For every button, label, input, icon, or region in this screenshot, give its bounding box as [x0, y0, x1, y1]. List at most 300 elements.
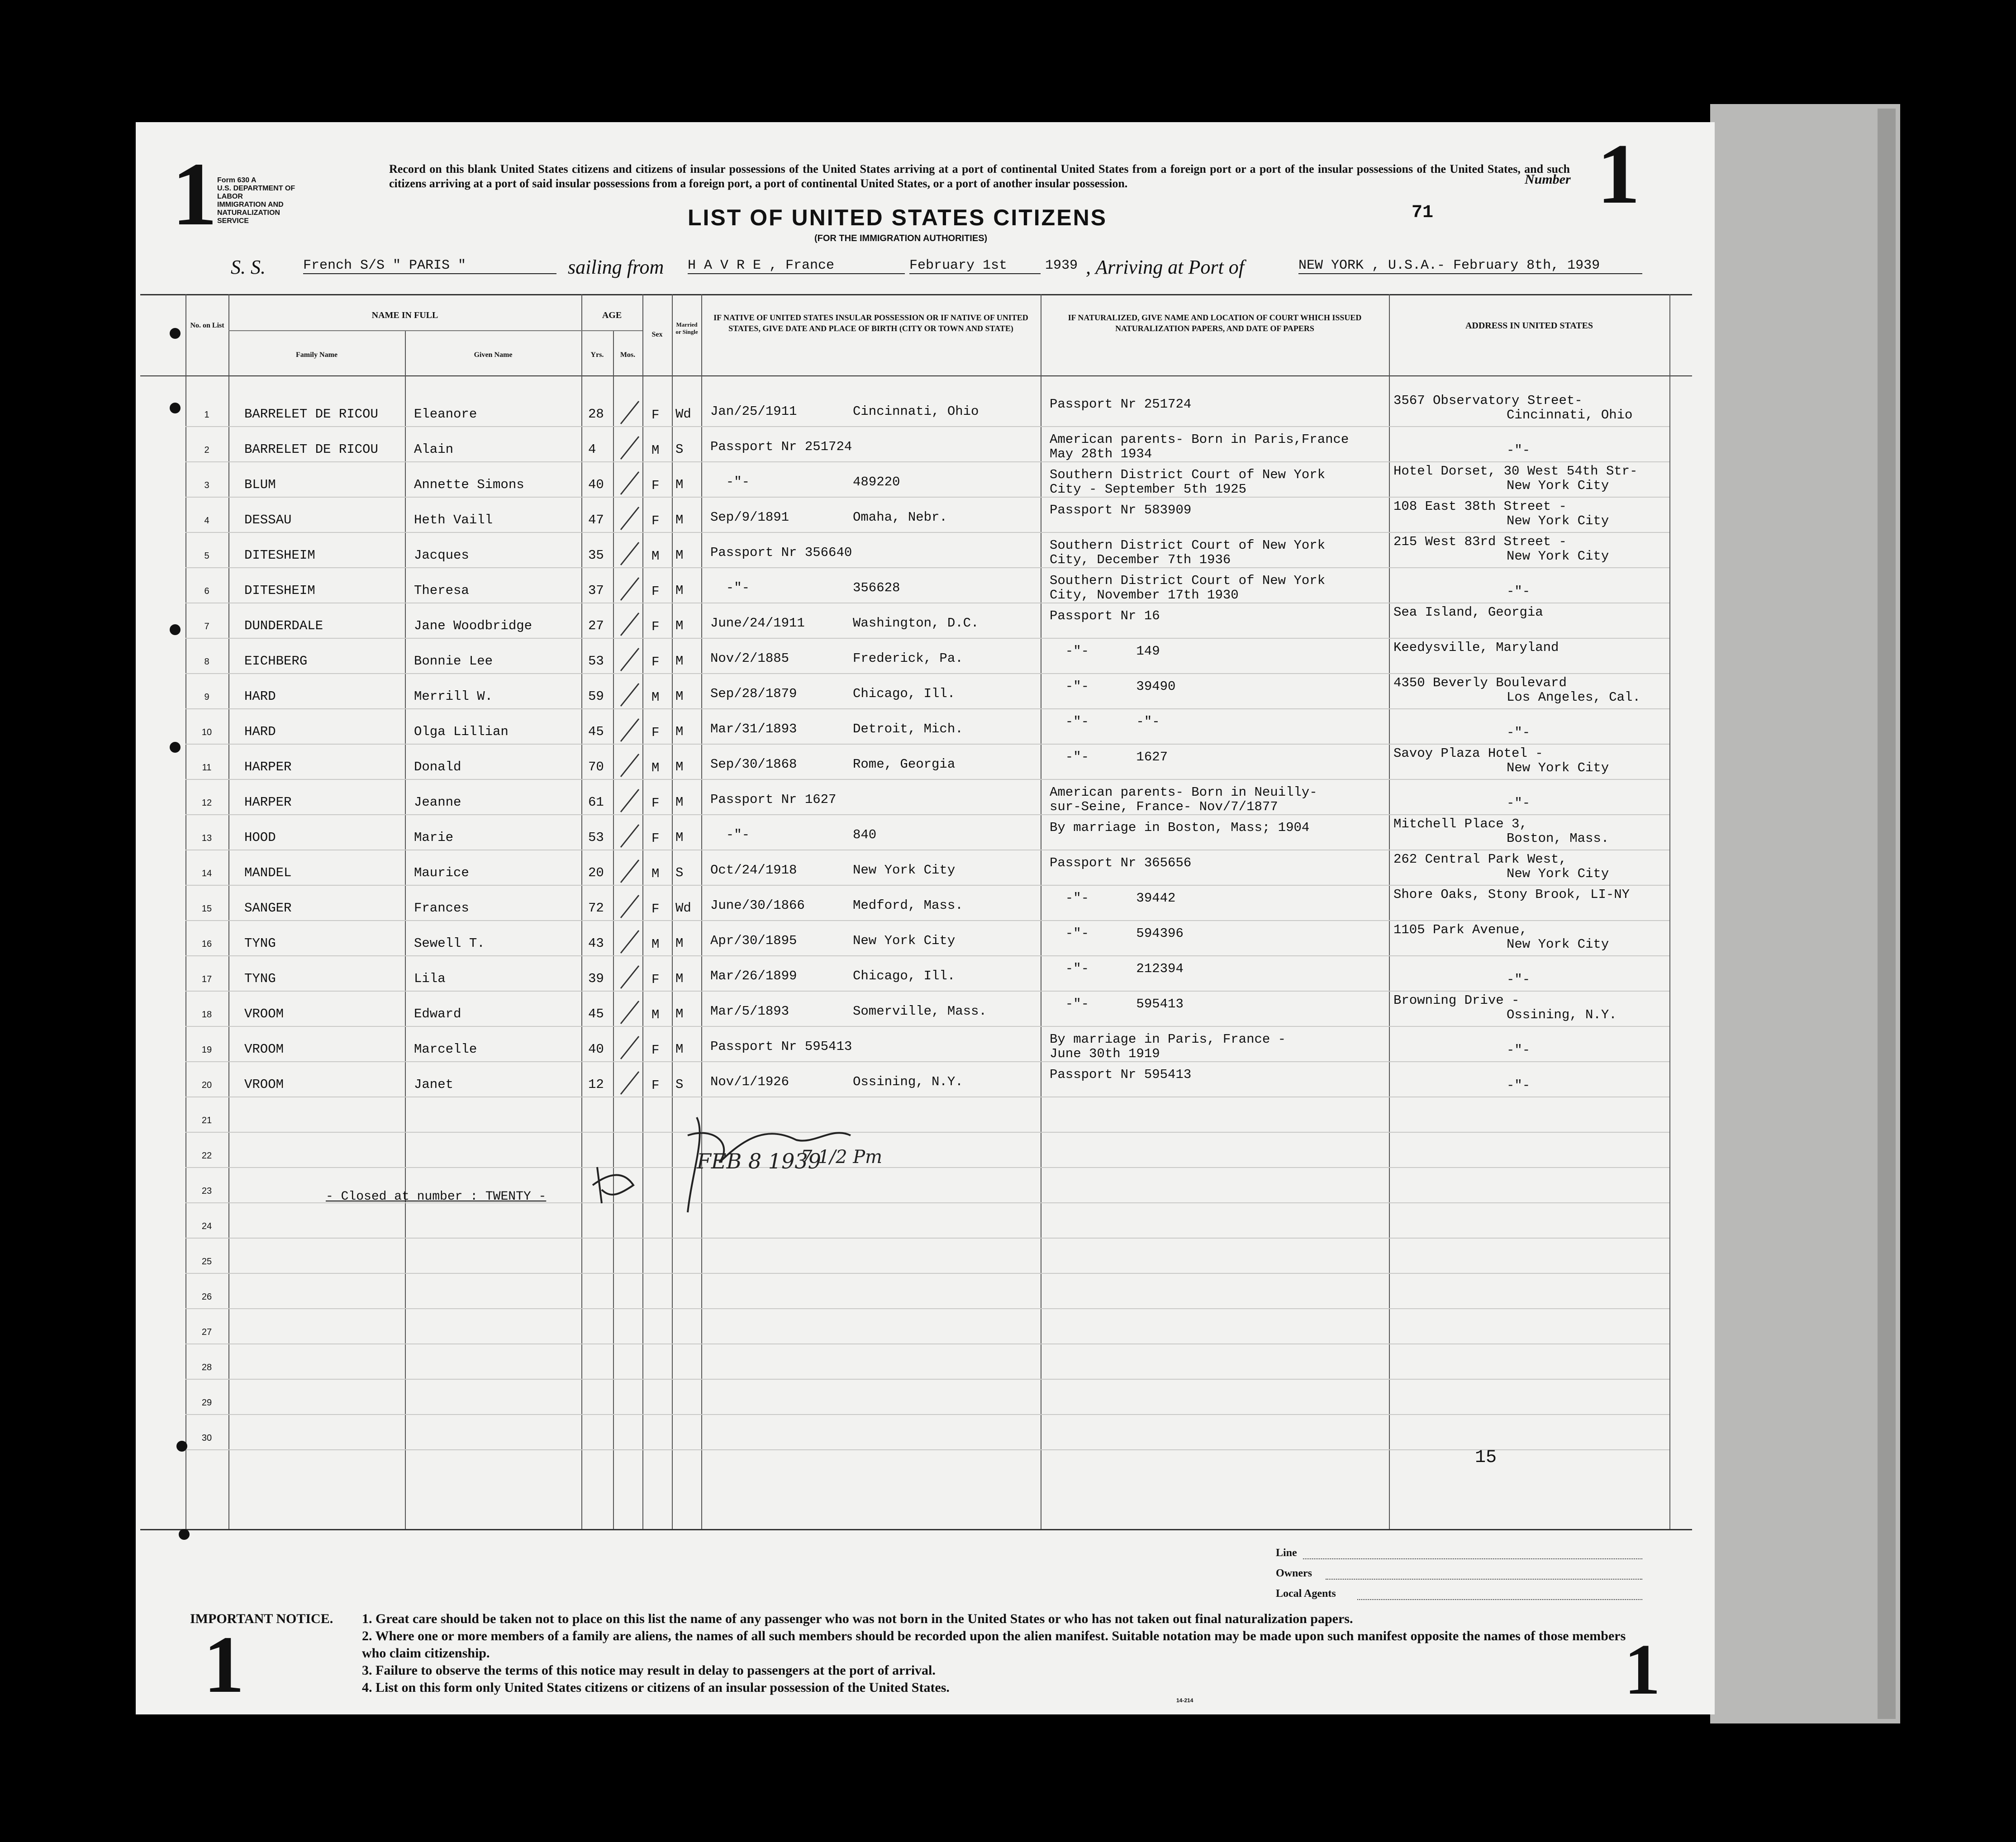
- birth-place: New York City: [853, 933, 956, 948]
- age-years: 12: [588, 1077, 604, 1092]
- naturalization-line-2: City, November 17th 1930: [1050, 588, 1239, 603]
- row-number: 30: [201, 1433, 212, 1443]
- table-header-rule: [140, 375, 1692, 376]
- tally-slash: [616, 540, 643, 567]
- given-name: Frances: [414, 901, 469, 916]
- birth-place: Chicago, Ill.: [853, 686, 956, 701]
- family-name: TYNG: [244, 971, 276, 986]
- marital-status: M: [675, 830, 684, 845]
- year-from: 1939: [1045, 258, 1078, 273]
- marital-status: M: [675, 724, 684, 739]
- tally-slash: [616, 505, 643, 532]
- header-sub-rule: [228, 330, 642, 331]
- marital-status: M: [675, 583, 684, 598]
- naturalization-line-1: -"- 594396: [1050, 926, 1184, 941]
- sex: M: [651, 690, 660, 705]
- sex: F: [651, 1078, 660, 1093]
- marital-status: M: [675, 513, 684, 527]
- family-name: DESSAU: [244, 513, 292, 527]
- row-number: 22: [201, 1151, 212, 1161]
- binder-hole: [170, 403, 181, 413]
- tally-slash: [616, 717, 643, 744]
- naturalization-line-1: Passport Nr 595413: [1050, 1067, 1192, 1082]
- date-from: February 1st: [909, 258, 1041, 274]
- naturalization-line-1: Passport Nr 251724: [1050, 397, 1192, 412]
- inspector-signature: [679, 1108, 869, 1226]
- page-mark: 15: [1475, 1448, 1497, 1468]
- birth-place: Cincinnati, Ohio: [853, 404, 979, 419]
- port-to: NEW YORK , U.S.A.- February 8th, 1939: [1298, 258, 1642, 274]
- family-name: SANGER: [244, 901, 292, 916]
- form-info-line: Form 630 A: [217, 176, 257, 184]
- sex: F: [651, 725, 660, 740]
- row-rule: [185, 1026, 1669, 1027]
- sex: F: [651, 796, 660, 811]
- age-years: 40: [588, 477, 604, 492]
- address-line-2: New York City: [1507, 513, 1609, 528]
- col-header-mos: Mos.: [620, 351, 636, 359]
- naturalization-line-1: American parents- Born in Paris,France: [1050, 432, 1349, 447]
- tally-slash: [616, 681, 643, 708]
- row-number: 27: [201, 1327, 212, 1337]
- manifest-sheet: [136, 122, 1715, 1714]
- notice-title: IMPORTANT NOTICE.: [190, 1611, 333, 1626]
- age-years: 39: [588, 971, 604, 986]
- form-info-line: IMMIGRATION AND: [217, 201, 284, 209]
- tally-slash: [616, 893, 643, 920]
- address-line-1: 108 East 38th Street -: [1393, 499, 1567, 514]
- form-info-line: NATURALIZATION SERVICE: [217, 209, 280, 225]
- address-line-2: -"-: [1507, 972, 1531, 987]
- row-rule: [185, 1379, 1669, 1380]
- sex: F: [651, 513, 660, 528]
- row-number: 5: [204, 551, 209, 561]
- row-number: 8: [204, 657, 209, 667]
- arrival-stamp-time: 7 1/2 Pm: [801, 1147, 883, 1168]
- initials-mark: [588, 1158, 642, 1208]
- col-header-address: ADDRESS IN UNITED STATES: [1465, 321, 1593, 331]
- row-rule: [185, 532, 1669, 533]
- row-rule: [185, 1449, 1669, 1450]
- address-line-2: -"-: [1507, 1078, 1531, 1093]
- row-rule: [185, 461, 1669, 462]
- age-years: 4: [588, 442, 596, 457]
- row-number: 3: [204, 480, 209, 490]
- family-name: TYNG: [244, 936, 276, 951]
- number-label: Number: [1525, 172, 1571, 187]
- row-number: 26: [201, 1292, 212, 1302]
- tally-slash: [616, 928, 643, 955]
- ship-name: French S/S " PARIS ": [303, 258, 556, 274]
- row-rule: [185, 567, 1669, 568]
- row-number: 1: [204, 410, 209, 420]
- row-number: 21: [201, 1116, 212, 1125]
- given-name: Lila: [414, 971, 446, 986]
- age-years: 72: [588, 901, 604, 916]
- marital-status: M: [675, 1006, 684, 1021]
- col-header-no: No. on List: [190, 322, 224, 329]
- address-line-1: Hotel Dorset, 30 West 54th Str-: [1393, 464, 1638, 479]
- given-name: Jacques: [414, 548, 469, 563]
- family-name: VROOM: [244, 1077, 284, 1092]
- tally-slash: [616, 858, 643, 885]
- sex: F: [651, 408, 660, 423]
- naturalization-line-1: -"- 212394: [1050, 961, 1184, 976]
- tally-slash: [616, 964, 643, 991]
- local-agents-field: [1357, 1599, 1642, 1600]
- address-line-1: 1105 Park Avenue,: [1393, 922, 1527, 937]
- col-header-name: NAME IN FULL: [371, 310, 438, 320]
- sex: M: [651, 1007, 660, 1022]
- birth-date: June/24/1911: [710, 616, 805, 631]
- birth-place: Medford, Mass.: [853, 898, 963, 913]
- birth-place: Somerville, Mass.: [853, 1004, 987, 1019]
- row-rule: [185, 1238, 1669, 1239]
- naturalization-line-1: By marriage in Paris, France -: [1050, 1032, 1286, 1047]
- age-years: 28: [588, 407, 604, 422]
- local-agents-label: Local Agents: [1276, 1588, 1336, 1600]
- col-header-native: IF NATIVE OF UNITED STATES INSULAR POSSESSION OR IF NATIVE OF UNITED STATES, GIVE DATE AND PLACE OF BIRTH (CITY OR TOWN AND STATE): [713, 313, 1028, 333]
- binder-hole: [170, 328, 181, 339]
- given-name: Eleanore: [414, 407, 477, 422]
- family-name: HARD: [244, 724, 276, 739]
- family-name: VROOM: [244, 1006, 284, 1021]
- row-number: 12: [201, 798, 212, 808]
- corner-number-bottom-left: 1: [204, 1619, 244, 1709]
- birth-date: Nov/2/1885: [710, 651, 789, 666]
- row-rule: [185, 1308, 1669, 1309]
- address-line-1: 3567 Observatory Street-: [1393, 393, 1583, 408]
- naturalization-line-2: City - September 5th 1925: [1050, 482, 1247, 497]
- col-header-given: Given Name: [474, 351, 513, 359]
- line-field: [1303, 1558, 1642, 1559]
- row-number: 20: [201, 1080, 212, 1090]
- row-number: 18: [201, 1010, 212, 1020]
- naturalization-line-1: -"- 39442: [1050, 891, 1176, 906]
- birth-place: 840: [853, 827, 877, 842]
- col-header-family: Family Name: [296, 351, 338, 359]
- age-years: 40: [588, 1042, 604, 1057]
- family-name: BARRELET DE RICOU: [244, 442, 378, 457]
- birth-place: Detroit, Mich.: [853, 722, 963, 736]
- row-number: 29: [201, 1398, 212, 1408]
- birth-date: Sep/28/1879: [710, 686, 797, 701]
- row-number: 10: [201, 727, 212, 737]
- naturalization-line-1: -"- 595413: [1050, 997, 1184, 1011]
- tally-slash: [616, 822, 643, 850]
- naturalization-line-1: Southern District Court of New York: [1050, 467, 1326, 482]
- family-name: HARD: [244, 689, 276, 704]
- naturalization-line-1: -"- 1627: [1050, 750, 1168, 764]
- owners-label: Owners: [1276, 1567, 1312, 1579]
- sex: M: [651, 866, 660, 881]
- address-line-1: 215 West 83rd Street -: [1393, 534, 1567, 549]
- row-rule: [185, 885, 1669, 886]
- marital-status: M: [675, 689, 684, 704]
- age-years: 37: [588, 583, 604, 598]
- row-rule: [185, 955, 1669, 956]
- notice-item: 4. List on this form only United States citizens or citizens of an insular possession of the United States.: [362, 1680, 950, 1695]
- address-line-1: Savoy Plaza Hotel -: [1393, 746, 1543, 761]
- arriving-label: , Arriving at Port of: [1086, 256, 1244, 278]
- naturalization-line-1: Passport Nr 365656: [1050, 855, 1192, 870]
- age-years: 45: [588, 1006, 604, 1021]
- given-name: Jane Woodbridge: [414, 618, 533, 633]
- row-number: 4: [204, 516, 209, 526]
- address-line-2: New York City: [1507, 549, 1609, 564]
- family-name: HARPER: [244, 760, 292, 774]
- row-number: 2: [204, 445, 209, 455]
- age-years: 53: [588, 830, 604, 845]
- col-rule: [405, 330, 406, 1529]
- sex: F: [651, 619, 660, 634]
- binder-hole: [176, 1441, 187, 1452]
- family-name: DITESHEIM: [244, 548, 315, 563]
- given-name: Annette Simons: [414, 477, 524, 492]
- corner-number-bottom-right: 1: [1624, 1629, 1660, 1709]
- family-name: DUNDERDALE: [244, 618, 323, 633]
- sex: F: [651, 1043, 660, 1058]
- age-years: 27: [588, 618, 604, 633]
- tally-slash: [616, 1034, 643, 1061]
- marital-status: M: [675, 1042, 684, 1057]
- marital-status: S: [675, 865, 684, 880]
- address-line-1: 4350 Beverly Boulevard: [1393, 675, 1567, 690]
- address-line-2: -"-: [1507, 796, 1531, 811]
- tally-slash: [616, 399, 643, 426]
- marital-status: M: [675, 548, 684, 563]
- given-name: Marcelle: [414, 1042, 477, 1057]
- given-name: Merrill W.: [414, 689, 493, 704]
- row-number: 25: [201, 1257, 212, 1267]
- row-rule: [185, 426, 1669, 427]
- given-name: Alain: [414, 442, 454, 457]
- page-title: LIST OF UNITED STATES CITIZENS: [688, 205, 1108, 230]
- row-rule: [185, 1167, 1669, 1168]
- given-name: Maurice: [414, 865, 469, 880]
- naturalization-line-2: sur-Seine, France- Nov/7/1877: [1050, 799, 1278, 814]
- form-info: [217, 176, 308, 225]
- tally-slash: [616, 575, 643, 603]
- marital-status: S: [675, 442, 684, 457]
- address-line-2: New York City: [1507, 478, 1609, 493]
- row-number: 16: [201, 939, 212, 949]
- marital-status: Wd: [675, 901, 691, 916]
- age-years: 61: [588, 795, 604, 810]
- address-line-2: Ossining, N.Y.: [1507, 1007, 1617, 1022]
- birth-place: Washington, D.C.: [853, 616, 979, 631]
- notice-item: 2. Where one or more members of a family are aliens, the names of all such members should be recorded upon the alien manifest. Suitable notation may be made upon such manifest opposite the names of those members who claim citizenship.: [362, 1628, 1626, 1661]
- form-info-line: U.S. DEPARTMENT OF LABOR: [217, 185, 295, 200]
- page-edge-shadow: [1878, 109, 1896, 1719]
- sex: F: [651, 584, 660, 599]
- age-years: 45: [588, 724, 604, 739]
- given-name: Marie: [414, 830, 454, 845]
- address-line-2: Cincinnati, Ohio: [1507, 408, 1633, 423]
- naturalization-line-2: June 30th 1919: [1050, 1046, 1160, 1061]
- given-name: Sewell T.: [414, 936, 485, 951]
- age-years: 59: [588, 689, 604, 704]
- family-name: BLUM: [244, 477, 276, 492]
- marital-status: Wd: [675, 407, 691, 422]
- address-line-2: New York City: [1507, 937, 1609, 952]
- page-subtitle: (FOR THE IMMIGRATION AUTHORITIES): [814, 233, 988, 243]
- row-number: 13: [201, 833, 212, 843]
- marital-status: M: [675, 795, 684, 810]
- row-number: 15: [201, 904, 212, 914]
- birth-date: Passport Nr 356640: [710, 545, 852, 560]
- port-from: H A V R E , France: [688, 258, 905, 274]
- birth-date: Jan/25/1911: [710, 404, 797, 419]
- tally-slash: [616, 434, 643, 461]
- family-name: MANDEL: [244, 865, 292, 880]
- row-number: 7: [204, 622, 209, 631]
- row-rule: [185, 708, 1669, 709]
- naturalization-line-1: By marriage in Boston, Mass; 1904: [1050, 820, 1310, 835]
- naturalization-line-1: Passport Nr 583909: [1050, 503, 1192, 517]
- address-line-1: Sea Island, Georgia: [1393, 605, 1543, 620]
- marital-status: M: [675, 618, 684, 633]
- birth-date: Passport Nr 251724: [710, 439, 852, 454]
- given-name: Donald: [414, 760, 461, 774]
- binder-hole: [179, 1529, 190, 1540]
- family-name: EICHBERG: [244, 654, 308, 669]
- closed-note: - Closed at number : TWENTY -: [326, 1190, 547, 1204]
- col-header-naturalized: IF NATURALIZED, GIVE NAME AND LOCATION OF COURT WHICH ISSUED NATURALIZATION PAPERS, AND DATE OF PAPERS: [1068, 313, 1362, 333]
- sex: M: [651, 760, 660, 775]
- row-rule: [185, 497, 1669, 498]
- given-name: Jeanne: [414, 795, 461, 810]
- naturalization-line-1: Southern District Court of New York: [1050, 538, 1326, 553]
- birth-place: Chicago, Ill.: [853, 968, 956, 983]
- address-line-1: 262 Central Park West,: [1393, 852, 1567, 867]
- naturalization-line-1: -"- -"-: [1050, 714, 1160, 729]
- arrival-stamp-date: FEB 8 1939: [697, 1149, 821, 1173]
- address-line-2: New York City: [1507, 760, 1609, 775]
- tally-slash: [616, 611, 643, 638]
- page-edge-stack: [1710, 104, 1900, 1723]
- sailing-label: sailing from: [568, 256, 664, 278]
- row-rule: [185, 673, 1669, 674]
- sex: F: [651, 478, 660, 493]
- tally-slash: [616, 646, 643, 673]
- print-code: 14-214: [1176, 1697, 1193, 1704]
- row-rule: [185, 744, 1669, 745]
- row-number: 14: [201, 869, 212, 878]
- family-name: BARRELET DE RICOU: [244, 407, 378, 422]
- birth-place: 489220: [853, 475, 900, 489]
- marital-status: S: [675, 1077, 684, 1092]
- given-name: Theresa: [414, 583, 469, 598]
- row-number: 19: [201, 1045, 212, 1055]
- birth-date: -"-: [710, 475, 750, 489]
- family-name: VROOM: [244, 1042, 284, 1057]
- corner-number-top-left: 1: [172, 144, 217, 244]
- birth-place: 356628: [853, 580, 900, 595]
- naturalization-line-2: May 28th 1934: [1050, 446, 1152, 461]
- birth-date: Passport Nr 1627: [710, 792, 837, 807]
- row-number: 28: [201, 1363, 212, 1372]
- birth-date: Apr/30/1895: [710, 933, 797, 948]
- col-header-yrs: Yrs.: [590, 351, 604, 359]
- table-top-rule: [140, 294, 1692, 295]
- col-header-sex: Sex: [651, 331, 663, 338]
- address-line-1: Shore Oaks, Stony Brook, LI-NY: [1393, 887, 1630, 902]
- sex: M: [651, 443, 660, 458]
- row-rule: [185, 814, 1669, 815]
- row-rule: [185, 1273, 1669, 1274]
- sex: F: [651, 972, 660, 987]
- tally-slash: [616, 752, 643, 779]
- given-name: Edward: [414, 1006, 461, 1021]
- birth-place: Ossining, N.Y.: [853, 1074, 963, 1089]
- age-years: 53: [588, 654, 604, 669]
- col-header-age: AGE: [602, 310, 622, 320]
- address-line-2: -"-: [1507, 584, 1531, 599]
- ss-label: S. S.: [231, 256, 266, 278]
- address-line-2: -"-: [1507, 1043, 1531, 1058]
- row-rule: [185, 920, 1669, 921]
- row-number: 24: [201, 1221, 212, 1231]
- address-line-2: -"-: [1507, 725, 1531, 740]
- row-rule: [185, 638, 1669, 639]
- naturalization-line-1: Southern District Court of New York: [1050, 573, 1326, 588]
- address-line-1: Browning Drive -: [1393, 993, 1520, 1008]
- birth-place: Omaha, Nebr.: [853, 510, 947, 525]
- row-number: 17: [201, 974, 212, 984]
- notice-list: [362, 1610, 1647, 1696]
- birth-date: Sep/30/1868: [710, 757, 797, 772]
- line-label: Line: [1276, 1547, 1297, 1559]
- address-line-1: Keedysville, Maryland: [1393, 640, 1559, 655]
- naturalization-line-1: American parents- Born in Neuilly-: [1050, 785, 1317, 800]
- table-bottom-rule: [140, 1529, 1692, 1530]
- row-number: 23: [201, 1186, 212, 1196]
- notice-item: 3. Failure to observe the terms of this notice may result in delay to passengers at the port of arrival.: [362, 1663, 936, 1678]
- row-number: 6: [204, 586, 209, 596]
- birth-date: Mar/31/1893: [710, 722, 797, 736]
- birth-date: Mar/26/1899: [710, 968, 797, 983]
- birth-date: Mar/5/1893: [710, 1004, 789, 1019]
- row-number: 11: [202, 763, 212, 773]
- birth-place: New York City: [853, 863, 956, 878]
- row-rule: [185, 1414, 1669, 1415]
- birth-date: June/30/1866: [710, 898, 805, 913]
- tally-slash: [616, 1069, 643, 1097]
- birth-date: -"-: [710, 827, 750, 842]
- marital-status: M: [675, 971, 684, 986]
- col-rule: [1669, 294, 1670, 1529]
- age-years: 70: [588, 760, 604, 774]
- address-line-2: New York City: [1507, 866, 1609, 881]
- sex: M: [651, 937, 660, 952]
- row-rule: [185, 991, 1669, 992]
- naturalization-line-1: Passport Nr 16: [1050, 608, 1160, 623]
- family-name: HARPER: [244, 795, 292, 810]
- given-name: Janet: [414, 1077, 454, 1092]
- col-rule: [613, 330, 614, 1529]
- age-years: 35: [588, 548, 604, 563]
- marital-status: M: [675, 654, 684, 669]
- naturalization-line-1: -"- 39490: [1050, 679, 1176, 694]
- given-name: Bonnie Lee: [414, 654, 493, 669]
- address-line-2: -"-: [1507, 443, 1531, 458]
- family-name: DITESHEIM: [244, 583, 315, 598]
- sex: F: [651, 902, 660, 916]
- birth-place: Frederick, Pa.: [853, 651, 963, 666]
- notice-item: 1. Great care should be taken not to place on this list the name of any passenger who was not born in the United States or who has not taken out final naturalization papers.: [362, 1611, 1353, 1626]
- age-years: 43: [588, 936, 604, 951]
